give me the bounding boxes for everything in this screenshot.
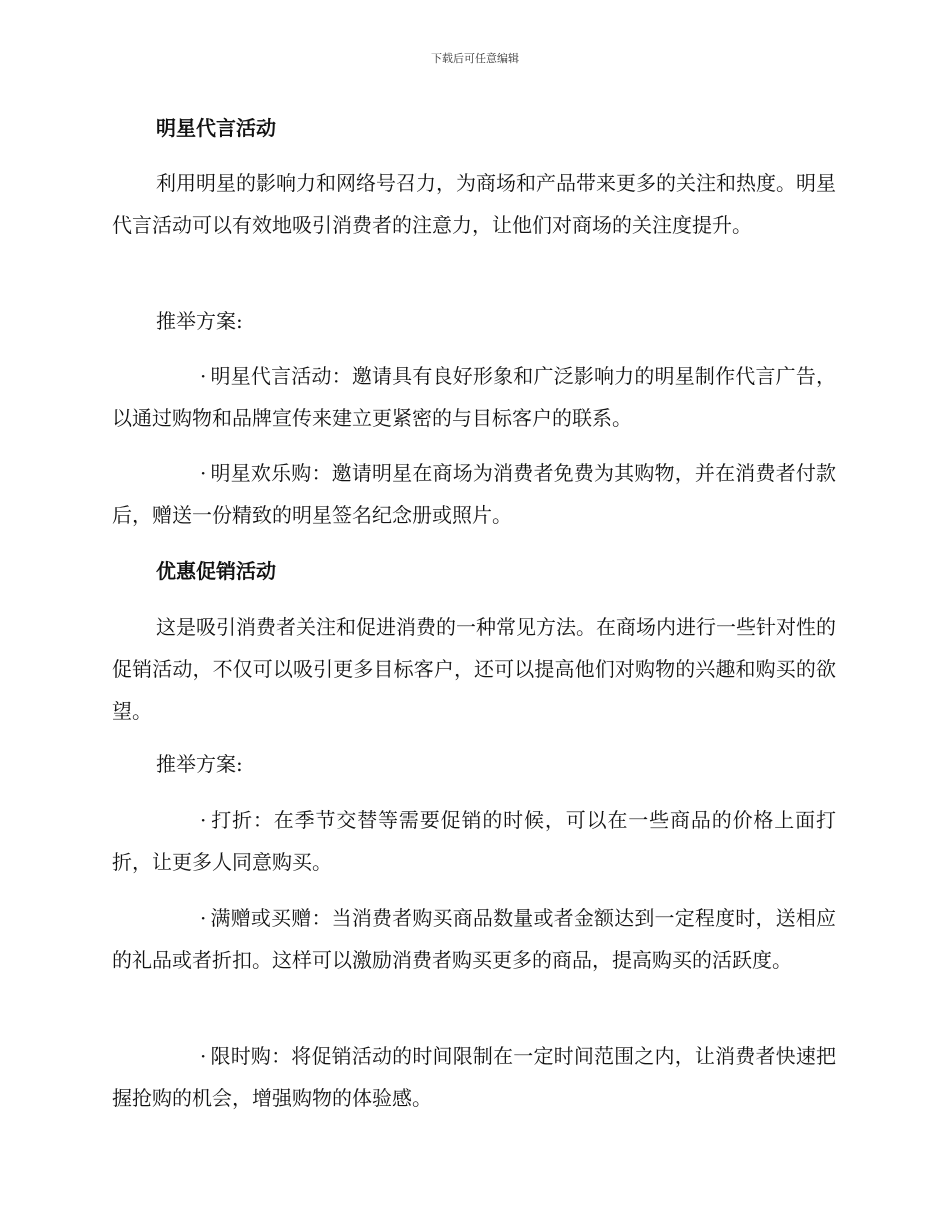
list-item (112, 452, 836, 536)
scheme-label-celebrity: 推举方案: (156, 309, 243, 333)
section-heading-celebrity: 明星代言活动 (156, 116, 276, 140)
scheme-label-promotion: 推举方案: (156, 752, 243, 776)
list-item (112, 897, 836, 981)
list-item-text: 限时购：将促销活动的时间限制在一定时间范围之内，让消费者快速把握抢购的机会，增强购物的体验感。 (112, 1044, 836, 1110)
section-intro-promotion: 这是吸引消费者关注和促进消费的一种常见方法。在商场内进行一些针对性的促销活动，不仅可以吸引更多目标客户，还可以提高他们对购物的兴趣和购买的欲望。 (112, 615, 836, 723)
bullet-icon: · (200, 364, 207, 388)
bullet-icon: · (200, 461, 207, 485)
bullet-icon: · (200, 906, 207, 930)
bullet-icon: · (200, 1044, 207, 1068)
list-item-text: 打折：在季节交替等需要促销的时候，可以在一些商品的价格上面打折，让更多人同意购买。 (112, 808, 836, 874)
page-header: 下载后可任意编辑 (431, 52, 519, 65)
list-item (112, 355, 836, 439)
list-item (112, 1035, 836, 1119)
bullet-icon: · (200, 808, 207, 832)
section-heading-promotion: 优惠促销活动 (156, 559, 276, 583)
list-item-text: 明星代言活动：邀请具有良好形象和广泛影响力的明星制作代言广告，以通过购物和品牌宣传来建立更紧密的与目标客户的联系。 (112, 364, 836, 430)
list-item-text: 明星欢乐购：邀请明星在商场为消费者免费为其购物，并在消费者付款后，赠送一份精致的明星签名纪念册或照片。 (112, 461, 836, 527)
section-intro-celebrity: 利用明星的影响力和网络号召力，为商场和产品带来更多的关注和热度。明星代言活动可以有效地吸引消费者的注意力，让他们对商场的关注度提升。 (112, 171, 836, 237)
list-item-text: 满赠或买赠：当消费者购买商品数量或者金额达到一定程度时，送相应的礼品或者折扣。这样可以激励消费者购买更多的商品，提高购买的活跃度。 (112, 906, 836, 972)
list-item (112, 799, 836, 883)
